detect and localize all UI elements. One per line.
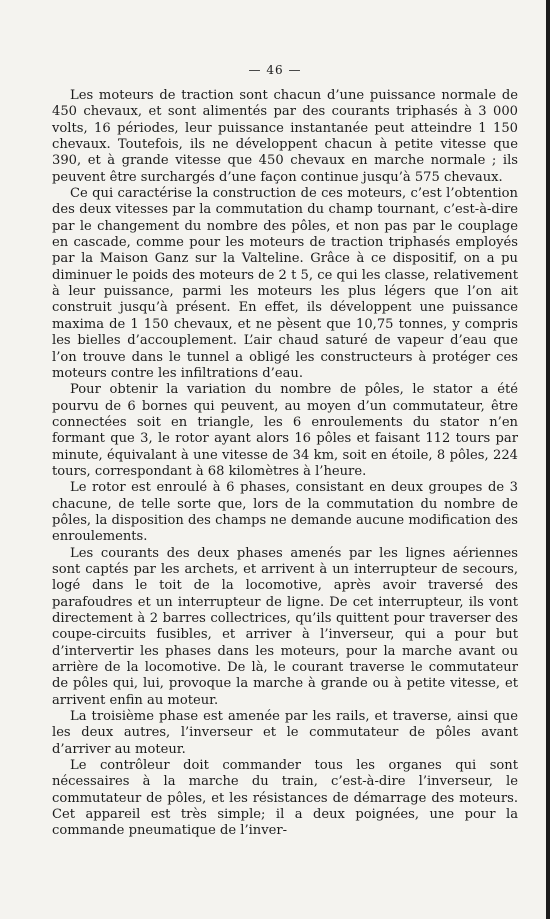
paragraph-6: La troisième phase est amenée par les rails, et traverse, ainsi que les deux autres, l’inverseur et le commutateur de pôles avant d’arriver au moteur. [52, 709, 518, 757]
body-text [52, 88, 518, 840]
paragraph-7: Le contrôleur doit commander tous les organes qui sont nécessaires à la marche du train, c’est-à-dire l’inverseur, le commutateur de pôles, et les résistances de démarrage des moteurs. Cet appareil est très simple; il a deux poignées, une pour la commande pneumatique de l’inver- [52, 758, 518, 839]
paragraph-3: Pour obtenir la variation du nombre de pôles, le stator a été pourvu de 6 bornes qui peuvent, au moyen d’un commutateur, être connectées soit en triangle, les 6 enroulements du stator n’en formant que 3, le rotor ayant alors 16 pôles et faisant 112 tours par minute, équivalant à une vitesse de 34 km, soit en étoile, 8 pôles, 224 tours, correspondant à 68 kilomètres à l’heure. [52, 382, 518, 479]
paragraph-4: Le rotor est enroulé à 6 phases, consistant en deux groupes de 3 chacune, de telle sorte que, lors de la commutation du nombre de pôles, la disposition des champs ne demande aucune modification des enroulements. [52, 480, 518, 545]
paragraph-1: Les moteurs de traction sont chacun d’une puissance normale de 450 chevaux, et sont alimentés par des courants triphasés à 3 000 volts, 16 périodes, leur puissance instantanée peut atteindre 1 150 chevaux. Toutefois, ils ne développent chacun à petite vitesse que 390, et à grande vitesse que 450 chevaux en marche normale ; ils peuvent être surchargés d’une façon continue jusqu’à 575 chevaux. [52, 88, 518, 185]
page-edge-shadow [546, 0, 550, 919]
paragraph-2: Ce qui caractérise la construction de ces moteurs, c’est l’obtention des deux vitesses par la commutation du champ tournant, c’est-à-dire par le changement du nombre des pôles, et non pas par le couplage en cascade, comme pour les moteurs de traction triphasés employés par la Maison Ganz sur la Valteline. Grâce à ce dispositif, on a pu diminuer le poids des moteurs de 2 t 5, ce qui les classe, relativement à leur puissance, parmi les moteurs les plus légers que l’on ait construit jusqu’à présent. En effet, ils développent une puissance maxima de 1 150 chevaux, et ne pèsent que 10,75 tonnes, y compris les bielles d’accouplement. L’air chaud saturé de vapeur d’eau que l’on trouve dans le tunnel a obligé les constructeurs à protéger ces moteurs contre les infiltrations d’eau. [52, 186, 518, 381]
paragraph-5: Les courants des deux phases amenés par les lignes aériennes sont captés par les archets, et arrivent à un interrupteur de secours, logé dans le toit de la locomotive, après avoir traversé des parafoudres et un interrupteur de ligne. De cet interrupteur, ils vont directement à 2 barres collectrices, qu’ils quittent pour traverser des coupe-circuits fusibles, et arriver à l’inverseur, qui a pour but d’intervertir les phases dans les moteurs, pour la marche avant ou arrière de la locomotive. De là, le courant traverse le commutateur de pôles qui, lui, provoque la marche à grande ou à petite vitesse, et arrivent enfin au moteur. [52, 545, 518, 708]
page-number: — 46 — [248, 63, 302, 77]
